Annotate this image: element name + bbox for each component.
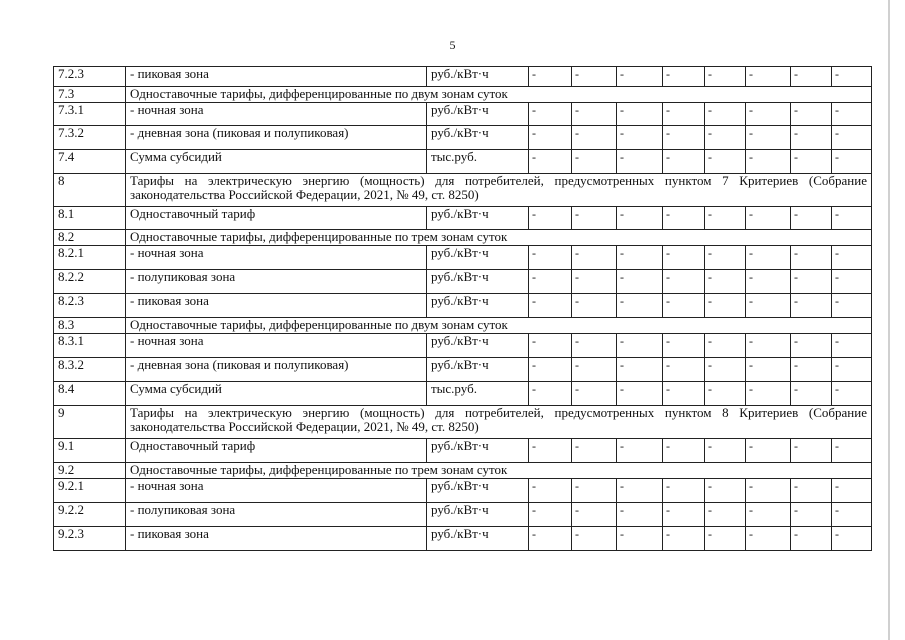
value-cell: - (791, 207, 832, 230)
row-name: - пиковая зона (126, 67, 427, 87)
table-row (54, 503, 872, 527)
row-code: 8.2.1 (54, 246, 126, 270)
value-cell: - (705, 527, 746, 551)
value-cell: - (617, 103, 663, 126)
value-cell: - (746, 103, 791, 126)
value-cell: - (791, 103, 832, 126)
row-name: - ночная зона (126, 479, 427, 503)
value-cell: - (617, 382, 663, 406)
value-cell: - (746, 126, 791, 150)
value-cell: - (572, 479, 617, 503)
row-unit: руб./кВт·ч (427, 479, 529, 503)
value-cell: - (617, 294, 663, 318)
row-code: 7.4 (54, 150, 126, 174)
value-cell: - (572, 270, 617, 294)
row-unit: руб./кВт·ч (427, 358, 529, 382)
section-row (54, 318, 872, 334)
value-cell: - (705, 207, 746, 230)
value-cell: - (746, 150, 791, 174)
value-cell: - (663, 103, 705, 126)
table-row (54, 294, 872, 318)
value-cell: - (746, 294, 791, 318)
value-cell: - (705, 334, 746, 358)
row-code: 9 (54, 406, 126, 439)
row-name: - ночная зона (126, 334, 427, 358)
row-code: 8.2 (54, 230, 126, 246)
value-cell: - (832, 103, 872, 126)
tariff-table (53, 66, 872, 551)
value-cell: - (746, 246, 791, 270)
value-cell: - (663, 246, 705, 270)
section-row (54, 87, 872, 103)
value-cell: - (529, 503, 572, 527)
value-cell: - (791, 150, 832, 174)
row-unit: руб./кВт·ч (427, 527, 529, 551)
value-cell: - (572, 126, 617, 150)
value-cell: - (617, 150, 663, 174)
row-unit: тыс.руб. (427, 150, 529, 174)
row-unit: руб./кВт·ч (427, 503, 529, 527)
section-row (54, 230, 872, 246)
row-name: - пиковая зона (126, 527, 427, 551)
value-cell: - (529, 67, 572, 87)
value-cell: - (663, 126, 705, 150)
table-row (54, 270, 872, 294)
row-unit: руб./кВт·ч (427, 334, 529, 358)
value-cell: - (705, 246, 746, 270)
value-cell: - (746, 527, 791, 551)
value-cell: - (572, 67, 617, 87)
value-cell: - (572, 503, 617, 527)
row-name: Одноставочный тариф (126, 439, 427, 463)
value-cell: - (572, 246, 617, 270)
value-cell: - (832, 439, 872, 463)
value-cell: - (529, 207, 572, 230)
table-row (54, 103, 872, 126)
value-cell: - (572, 358, 617, 382)
row-code: 7.3 (54, 87, 126, 103)
value-cell: - (746, 270, 791, 294)
row-unit: руб./кВт·ч (427, 126, 529, 150)
row-code: 7.3.2 (54, 126, 126, 150)
table-row (54, 358, 872, 382)
value-cell: - (663, 334, 705, 358)
value-cell: - (791, 439, 832, 463)
value-cell: - (832, 382, 872, 406)
value-cell: - (832, 270, 872, 294)
value-cell: - (746, 358, 791, 382)
row-unit: руб./кВт·ч (427, 103, 529, 126)
row-name: - полупиковая зона (126, 270, 427, 294)
value-cell: - (529, 270, 572, 294)
value-cell: - (572, 439, 617, 463)
value-cell: - (663, 207, 705, 230)
value-cell: - (746, 207, 791, 230)
value-cell: - (663, 439, 705, 463)
row-name: - пиковая зона (126, 294, 427, 318)
row-name: Сумма субсидий (126, 382, 427, 406)
value-cell: - (529, 294, 572, 318)
table-row (54, 382, 872, 406)
row-unit: тыс.руб. (427, 382, 529, 406)
value-cell: - (529, 126, 572, 150)
value-cell: - (617, 207, 663, 230)
row-code: 9.2.3 (54, 527, 126, 551)
value-cell: - (572, 527, 617, 551)
row-unit: руб./кВт·ч (427, 294, 529, 318)
value-cell: - (617, 246, 663, 270)
row-name: - дневная зона (пиковая и полупиковая) (126, 126, 427, 150)
value-cell: - (791, 126, 832, 150)
value-cell: - (791, 270, 832, 294)
value-cell: - (529, 103, 572, 126)
section-title: Одноставочные тарифы, дифференцированные по двум зонам суток (126, 318, 872, 334)
row-code: 9.2 (54, 463, 126, 479)
value-cell: - (572, 334, 617, 358)
table-row (54, 334, 872, 358)
value-cell: - (572, 382, 617, 406)
row-code: 8 (54, 174, 126, 207)
value-cell: - (832, 294, 872, 318)
value-cell: - (572, 294, 617, 318)
row-code: 8.2.3 (54, 294, 126, 318)
value-cell: - (746, 503, 791, 527)
row-code: 9.2.1 (54, 479, 126, 503)
value-cell: - (705, 358, 746, 382)
value-cell: - (791, 67, 832, 87)
value-cell: - (617, 439, 663, 463)
value-cell: - (663, 479, 705, 503)
value-cell: - (663, 67, 705, 87)
value-cell: - (617, 67, 663, 87)
row-name: - ночная зона (126, 246, 427, 270)
row-code: 8.3.1 (54, 334, 126, 358)
row-name: - полупиковая зона (126, 503, 427, 527)
value-cell: - (529, 358, 572, 382)
value-cell: - (572, 150, 617, 174)
value-cell: - (791, 334, 832, 358)
value-cell: - (529, 479, 572, 503)
value-cell: - (832, 479, 872, 503)
value-cell: - (746, 67, 791, 87)
row-name: Одноставочный тариф (126, 207, 427, 230)
value-cell: - (746, 439, 791, 463)
table-row (54, 246, 872, 270)
table-row (54, 67, 872, 87)
value-cell: - (832, 67, 872, 87)
table-row (54, 479, 872, 503)
section-title: Тарифы на электрическую энергию (мощность) для потребителей, предусмотренных пунктом 8 Критериев (Собрание законодательства Российской Федерации, 2021, № 49, ст. 8250) (126, 406, 872, 439)
value-cell: - (705, 294, 746, 318)
value-cell: - (663, 527, 705, 551)
row-code: 8.3.2 (54, 358, 126, 382)
row-unit: руб./кВт·ч (427, 67, 529, 87)
value-cell: - (663, 358, 705, 382)
value-cell: - (529, 246, 572, 270)
value-cell: - (832, 126, 872, 150)
scan-edge (888, 0, 890, 640)
value-cell: - (617, 358, 663, 382)
value-cell: - (663, 270, 705, 294)
value-cell: - (663, 150, 705, 174)
table-row (54, 207, 872, 230)
value-cell: - (705, 150, 746, 174)
row-code: 7.2.3 (54, 67, 126, 87)
section-title: Одноставочные тарифы, дифференцированные по трем зонам суток (126, 230, 872, 246)
value-cell: - (663, 382, 705, 406)
value-cell: - (832, 207, 872, 230)
value-cell: - (746, 334, 791, 358)
table-row (54, 527, 872, 551)
row-code: 9.2.2 (54, 503, 126, 527)
section-title: Одноставочные тарифы, дифференцированные по трем зонам суток (126, 463, 872, 479)
row-name: - ночная зона (126, 103, 427, 126)
section-row (54, 174, 872, 207)
section-title: Одноставочные тарифы, дифференцированные по двум зонам суток (126, 87, 872, 103)
value-cell: - (791, 382, 832, 406)
value-cell: - (572, 103, 617, 126)
value-cell: - (791, 358, 832, 382)
value-cell: - (705, 126, 746, 150)
row-name: - дневная зона (пиковая и полупиковая) (126, 358, 427, 382)
row-code: 8.1 (54, 207, 126, 230)
value-cell: - (791, 527, 832, 551)
table-row (54, 439, 872, 463)
section-row (54, 406, 872, 439)
value-cell: - (529, 334, 572, 358)
value-cell: - (791, 294, 832, 318)
row-code: 8.2.2 (54, 270, 126, 294)
section-row (54, 463, 872, 479)
row-unit: руб./кВт·ч (427, 246, 529, 270)
value-cell: - (832, 358, 872, 382)
value-cell: - (529, 439, 572, 463)
row-unit: руб./кВт·ч (427, 207, 529, 230)
page-number: 5 (449, 38, 456, 52)
row-code: 8.3 (54, 318, 126, 334)
value-cell: - (617, 126, 663, 150)
value-cell: - (663, 294, 705, 318)
value-cell: - (617, 270, 663, 294)
row-code: 8.4 (54, 382, 126, 406)
value-cell: - (617, 334, 663, 358)
row-code: 7.3.1 (54, 103, 126, 126)
table-row (54, 150, 872, 174)
value-cell: - (832, 246, 872, 270)
value-cell: - (832, 150, 872, 174)
value-cell: - (832, 527, 872, 551)
value-cell: - (705, 439, 746, 463)
value-cell: - (705, 479, 746, 503)
row-name: Сумма субсидий (126, 150, 427, 174)
value-cell: - (705, 67, 746, 87)
value-cell: - (617, 503, 663, 527)
table-body (54, 67, 872, 551)
value-cell: - (705, 103, 746, 126)
value-cell: - (617, 527, 663, 551)
section-title: Тарифы на электрическую энергию (мощность) для потребителей, предусмотренных пунктом 7 Критериев (Собрание законодательства Российской Федерации, 2021, № 49, ст. 8250) (126, 174, 872, 207)
value-cell: - (791, 479, 832, 503)
row-code: 9.1 (54, 439, 126, 463)
table-row (54, 126, 872, 150)
value-cell: - (705, 382, 746, 406)
value-cell: - (663, 503, 705, 527)
value-cell: - (791, 246, 832, 270)
value-cell: - (529, 150, 572, 174)
value-cell: - (617, 479, 663, 503)
value-cell: - (529, 382, 572, 406)
value-cell: - (572, 207, 617, 230)
row-unit: руб./кВт·ч (427, 270, 529, 294)
value-cell: - (705, 270, 746, 294)
value-cell: - (705, 503, 746, 527)
value-cell: - (746, 479, 791, 503)
value-cell: - (832, 503, 872, 527)
value-cell: - (529, 527, 572, 551)
value-cell: - (832, 334, 872, 358)
row-unit: руб./кВт·ч (427, 439, 529, 463)
value-cell: - (746, 382, 791, 406)
value-cell: - (791, 503, 832, 527)
